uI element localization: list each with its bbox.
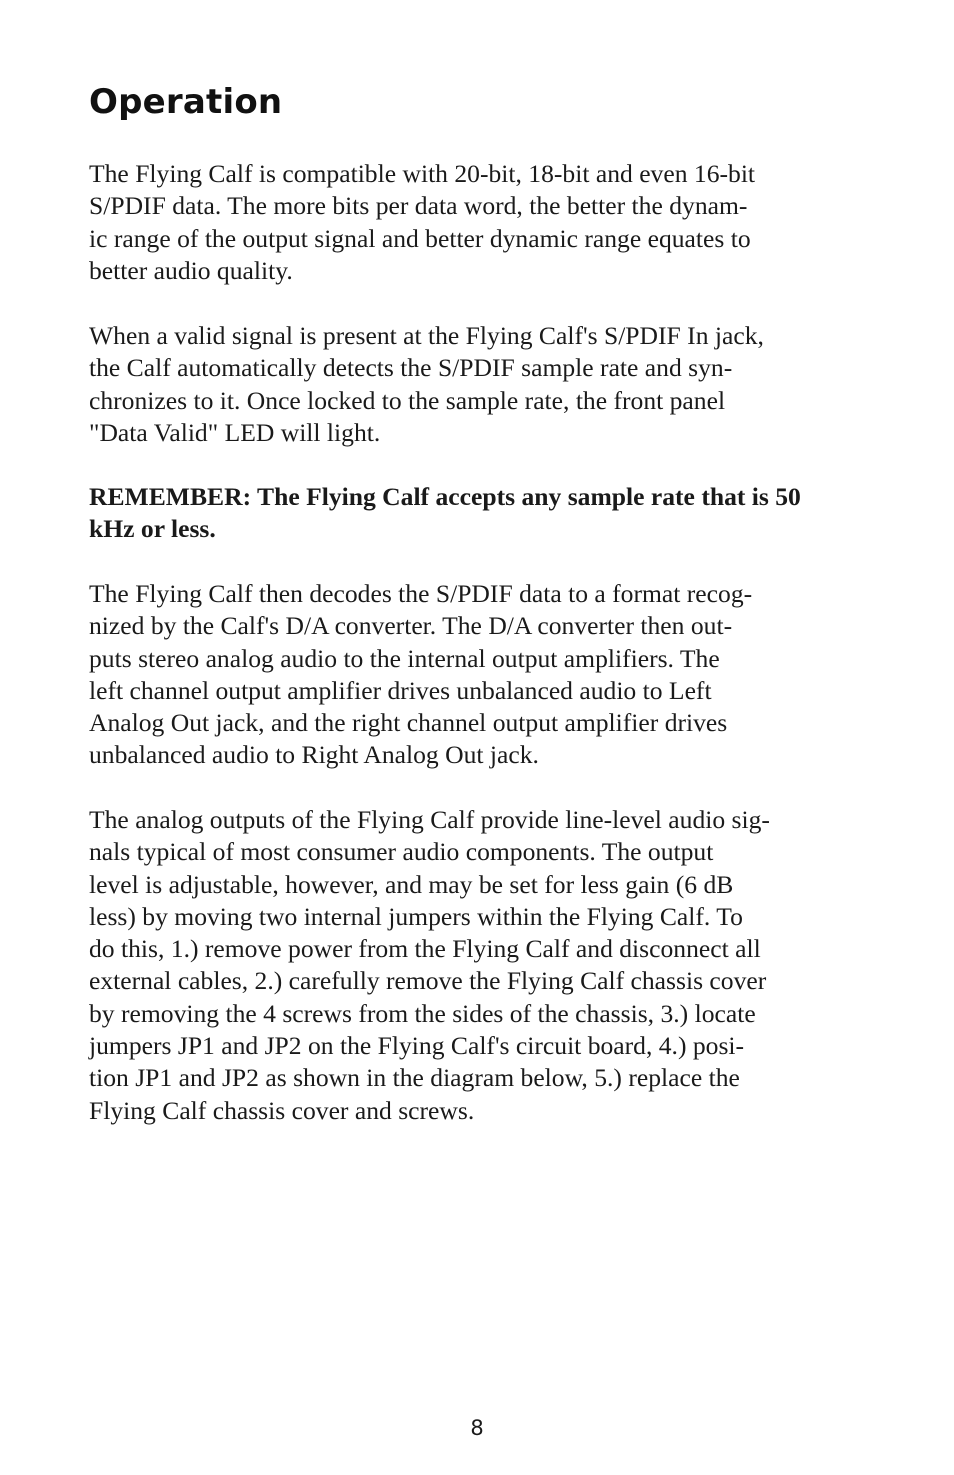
text-line: do this, 1.) remove power from the Flying Calf and disconnect all: [89, 934, 761, 964]
page-number: 8: [470, 1416, 484, 1440]
text-line: ic range of the output signal and better dynamic range equates to: [89, 223, 751, 253]
text-line: nals typical of most consumer audio components. The output: [89, 837, 714, 867]
text-line: The Flying Calf is compatible with 20-bit, 18-bit and even 16-bit: [89, 159, 756, 188]
text-line: left channel output amplifier drives unbalanced audio to Left: [89, 675, 712, 705]
text-line: the Calf automatically detects the S/PDIF sample rate and syn-: [89, 353, 733, 383]
text-line: unbalanced audio to Right Analog Out jack.: [89, 740, 539, 770]
paragraph-decoding: [89, 578, 752, 772]
text-line: When a valid signal is present at the Flying Calf's S/PDIF In jack,: [89, 321, 764, 350]
paragraph-analog-outputs: [89, 804, 770, 1127]
text-line: external cables, 2.) carefully remove the Flying Calf chassis cover: [89, 966, 767, 996]
text-line: jumpers JP1 and JP2 on the Flying Calf's circuit board, 4.) posi-: [89, 1031, 745, 1061]
paragraph-remember-note: [89, 481, 801, 546]
text-line: kHz or less.: [89, 514, 216, 544]
text-line: less) by moving two internal jumpers within the Flying Calf. To: [89, 901, 743, 931]
text-line: The analog outputs of the Flying Calf provide line-level audio sig-: [89, 805, 770, 834]
text-line: "Data Valid" LED will light.: [89, 417, 381, 447]
text-line: Flying Calf chassis cover and screws.: [89, 1095, 475, 1125]
text-line: tion JP1 and JP2 as shown in the diagram below, 5.) replace the: [89, 1063, 740, 1093]
text-line: level is adjustable, however, and may be set for less gain (6 dB: [89, 869, 734, 899]
paragraph-signal-detection: [89, 320, 764, 449]
text-line: REMEMBER: The Flying Calf accepts any sample rate that is 50: [89, 482, 801, 511]
text-line: nized by the Calf's D/A converter. The D/A converter then out-: [89, 611, 733, 641]
text-line: by removing the 4 screws from the sides of the chassis, 3.) locate: [89, 998, 756, 1028]
text-line: chronizes to it. Once locked to the sample rate, the front panel: [89, 385, 726, 415]
text-line: The Flying Calf then decodes the S/PDIF data to a format recog-: [89, 579, 753, 608]
text-line: puts stereo analog audio to the internal output amplifiers. The: [89, 643, 720, 673]
text-line: better audio quality.: [89, 255, 293, 285]
text-line: Analog Out jack, and the right channel output amplifier drives: [89, 708, 728, 738]
text-line: S/PDIF data. The more bits per data word, the better the dynam-: [89, 191, 748, 221]
section-heading: Operation: [89, 82, 283, 122]
paragraph-bit-depth: [89, 158, 755, 287]
